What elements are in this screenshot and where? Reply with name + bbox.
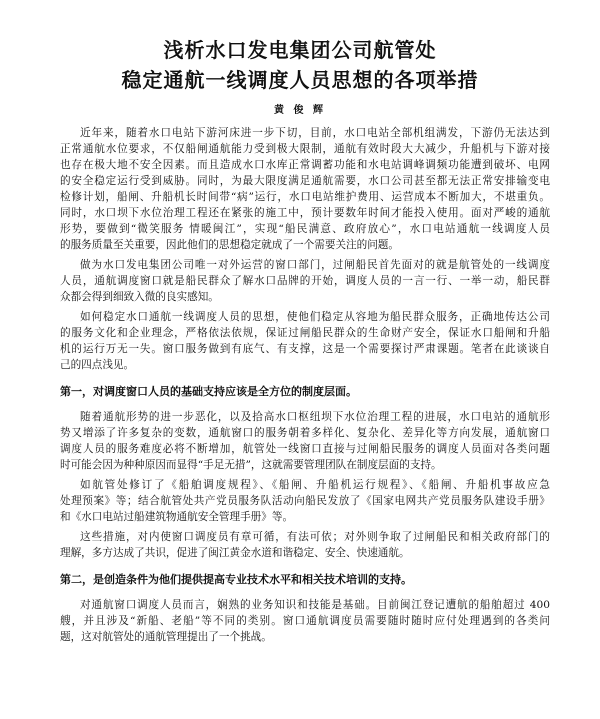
body-line: 众都会得到细致入微的良实感知。 — [60, 291, 219, 303]
body-line: 理解，多方达成了共识，促进了闽江黄金水道和谐稳定、安全、快速通航。 — [60, 547, 410, 559]
body-line: 检修计划，船闸、升船机长时间带“病”运行，水口电站维护费用、运营成本不断加大，不堪重负。 — [60, 191, 550, 203]
body-line: 近年来，随着水口电站下游河床进一步下切，目前，水口电站全部机组满发，下游仍无法达到 — [80, 127, 550, 139]
body-line: 势又增添了许多复杂的变数，通航窗口的服务朝着多样化、复杂化、差异化等方向发展，通航窗口 — [60, 427, 550, 439]
body-line: 机的运行万无一失。窗口服务做到有底气、有支撑，这是一个需要探讨严肃课题。笔者在此谈谈自 — [60, 343, 550, 355]
body-line: 的安全稳定运行受到威胁。同时，为最大限度满足通航需要，水口公司甚至都无法正常安排输变电 — [60, 175, 550, 187]
body-line: 处理预案》等；结合航管处共产党员服务队活动向船民发放了《国家电网共产党员服务队建设手册》 — [60, 495, 550, 507]
body-line: 正常通航水位要求，不仅船闸通航能力受到极大限制，通航有效时段大大减少，升船机与下游对接 — [60, 143, 550, 155]
body-line: 调度人员的服务难度必将不断增加，航管处一线窗口直接与过闸船民服务的调度人员面对各类问题 — [60, 443, 550, 455]
body-line: 对通航窗口调度人员而言，娴熟的业务知识和技能是基础。目前闽江登记遭航的船舶超过 400 — [80, 599, 550, 611]
section-heading-2: 第二，是创造条件为他们提供提高专业技术水平和相关技术培训的支持。 — [60, 573, 412, 586]
body-line: 艘，并且涉及“新船、老船”等不同的类别。窗口通航调度员需要随时随时应付处理遇到的各类问 — [60, 615, 550, 627]
body-line: 同时，水口坝下水位治理工程还在紧张的施工中，预计要数年时间才能投入使用。面对严峻的通航 — [60, 207, 550, 219]
body-line: 做为水口发电集团公司唯一对外运营的窗口部门，过闸船民首先面对的就是航管处的一线调度 — [80, 259, 550, 271]
author-name: 黄 俊 辉 — [274, 105, 326, 116]
title-line-2: 稳定通航一线调度人员思想的各项举措 — [121, 68, 479, 92]
body-line: 己的四点浅见。 — [60, 359, 135, 371]
body-line: 也存在极大地不安全因素。而且造成水口水库正常调蓄功能和水电站调峰调频功能遭到破坏、电网 — [60, 159, 550, 171]
body-line: 和《水口电站过船建筑物通航安全管理手册》等。 — [60, 511, 294, 523]
body-line: 时可能会因为种种原因而显得“手足无措”，这就需要管理团队在制度层面的支持。 — [60, 459, 442, 471]
body-line: 人员，通航调度窗口就是船民群众了解水口品牌的开始，调度人员的一言一行、一举一动，船民群 — [60, 275, 550, 287]
body-line: 这些措施，对内使窗口调度员有章可循，有法可依；对外则争取了过闸船民和相关政府部门的 — [80, 531, 550, 543]
body-line: 的服务文化和企业理念，严格依法依规，保证过闸船民群众的生命财产安全，保证水口船闸和升船 — [60, 327, 550, 339]
body-line: 形势，要做到“微笑服务 情暖闽江”，实现“船民满意、政府放心”，水口电站通航一线调度人员 — [60, 223, 550, 235]
section-heading-1: 第一，对调度窗口人员的基础支持应该是全方位的制度层面。 — [60, 385, 357, 398]
body-line: 随着通航形势的进一步恶化，以及拾高水口枢纽坝下水位治理工程的进展，水口电站的通航形 — [80, 411, 550, 423]
body-line: 如航管处修订了《船舶调度规程》、《船闸、升船机运行规程》、《船闸、升船机事故应急 — [80, 479, 550, 491]
title-line-1: 浅析水口发电集团公司航管处 — [163, 38, 437, 62]
body-line: 题，这对航管处的通航管理提出了一个挑战。 — [60, 631, 272, 643]
body-line: 如何稳定水口通航一线调度人员的思想，使他们稳定从容地为船民群众服务，正确地传达公司 — [80, 311, 550, 323]
body-line: 的服务质量至关重要，因此他们的思想稳定就成了一个需要关注的问题。 — [60, 239, 399, 251]
